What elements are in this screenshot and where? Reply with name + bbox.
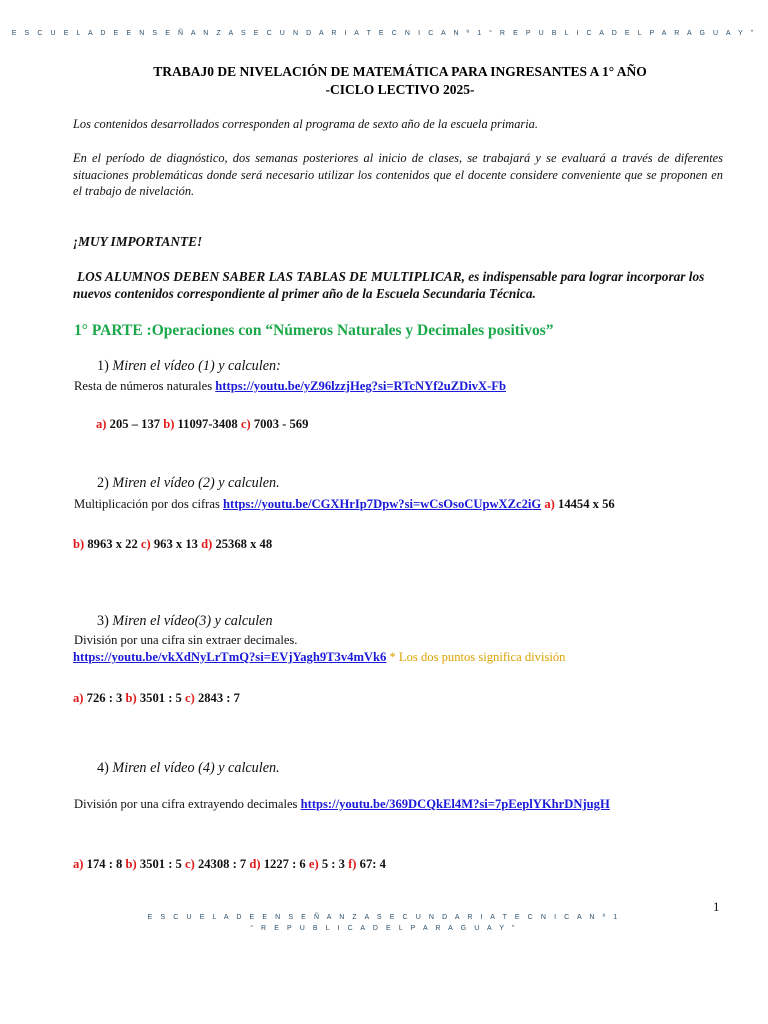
exercise-value: 11097-3408 [177,417,238,431]
page-header: E S C U E L A D E E N S E Ñ A N Z A S E C U N D A R I A T E C N I C A N º 1 “ R E P U B L I C A D E L P A R A G U A Y ” [11,30,757,37]
exercise-label: b) [73,537,85,551]
exercise-label: c) [140,537,151,551]
topic-label: División por una cifra extrayendo decimales [74,797,298,811]
exercise-value: 67: 4 [359,857,386,871]
topic-label: Multiplicación por dos cifras [74,497,220,511]
document-title-line2: -CICLO LECTIVO 2025- [325,82,475,97]
exercise-value: 2843 : 7 [197,691,240,705]
question-2-topic-line [74,497,615,512]
exercise-label: a) [96,417,107,431]
important-heading: ¡MUY IMPORTANTE! [73,234,203,249]
intro-paragraph-1: Los contenidos desarrollados corresponden al programa de sexto año de la escuela primaria. [73,117,538,131]
question-number: 1) [97,358,109,374]
question-3-topic: División por una cifra sin extraer decimales. [74,633,298,647]
exercise-value: 5 : 3 [321,857,345,871]
exercise-label: d) [201,537,213,551]
question-1-heading [97,358,281,375]
exercise-value: 174 : 8 [86,857,123,871]
question-number: 2) [97,475,109,491]
exercise-value: 205 – 137 [109,417,161,431]
exercise-label: c) [185,857,195,871]
exercise-value: 3501 : 5 [139,857,182,871]
exercise-label: b) [125,691,137,705]
video-link-3[interactable]: https://youtu.be/vkXdNyLrTmQ?si=EVjYagh9T3v4mVk6 [73,650,387,664]
exercise-label: c) [185,691,195,705]
exercise-label: e) [308,857,319,871]
exercise-value: 14454 x 56 [558,497,615,511]
exercise-label: b) [163,417,175,431]
exercise-label: f) [348,857,357,871]
question-1-exercises [96,417,308,432]
video-link-2[interactable]: https://youtu.be/CGXHrIp7Dpw?si=wCsOsoCUpwXZc2iG [223,497,542,511]
document-title-line1: TRABAJ0 DE NIVELACIÓN DE MATEMÁTICA PARA INGRESANTES A 1° AÑO [153,64,647,79]
question-number: 3) [97,613,109,629]
exercise-value: 726 : 3 [86,691,123,705]
exercise-label: c) [240,417,251,431]
question-2-exercises [73,537,272,552]
footer-line-1: E S C U E L A D E E N S E Ñ A N Z A S E C U N D A R I A T E C N I C A N º 1 [147,914,621,921]
footer-line-2: “ R E P U B L I C A D E L P A R A G U A Y ” [250,925,518,932]
part-title: 1° PARTE :Operaciones con “Números Naturales y Decimales positivos” [74,322,554,339]
exercise-value: 1227 : 6 [263,857,306,871]
video-link-4[interactable]: https://youtu.be/369DCQkEl4M?si=7pEeplYKhrDNjugH [300,797,610,811]
question-3-heading [97,613,273,630]
intro-paragraph-2: En el período de diagnóstico, dos semanas posteriores al inicio de clases, se trabajará y se evaluará a través de diferentes situaciones problemáticas donde será necesario utilizar los contenidos que el docente considere conveniente que se proponen en el trabajo de nivelación. [73,151,723,198]
exercise-value: 8963 x 22 [87,537,138,551]
exercise-value: 7003 - 569 [253,417,309,431]
question-text: Miren el vídeo (4) y calculen. [112,760,280,776]
question-1-topic-line [74,379,506,394]
exercise-label: a) [73,691,84,705]
question-text: Miren el vídeo(3) y calculen [112,613,273,629]
division-note: * Los dos puntos significa división [389,650,566,664]
question-3-exercises [73,691,240,706]
exercise-value: 3501 : 5 [139,691,182,705]
exercise-label: b) [125,857,137,871]
question-2-heading [97,475,280,492]
question-4-heading [97,760,280,777]
question-text: Miren el vídeo (1) y calculen: [112,358,281,374]
exercise-value: 25368 x 48 [215,537,273,551]
question-4-exercises [73,857,386,872]
video-link-1[interactable]: https://youtu.be/yZ96lzzjHeg?si=RTcNYf2uZDivX-Fb [215,379,506,393]
question-4-topic-line [74,797,610,812]
exercise-label: a) [544,497,555,511]
important-text: LOS ALUMNOS DEBEN SABER LAS TABLAS DE MULTIPLICAR, es indispensable para lograr incorporar los nuevos contenidos correspondiente al primer año de la Escuela Secundaria Técnica. [73,269,705,301]
exercise-value: 24308 : 7 [197,857,247,871]
exercise-label: a) [73,857,84,871]
topic-label: Resta de números naturales [74,379,213,393]
page-number: 1 [713,899,720,914]
question-3-link-line [73,650,565,665]
question-number: 4) [97,760,109,776]
exercise-value: 963 x 13 [153,537,198,551]
exercise-label: d) [249,857,261,871]
question-text: Miren el vídeo (2) y calculen. [112,475,280,491]
